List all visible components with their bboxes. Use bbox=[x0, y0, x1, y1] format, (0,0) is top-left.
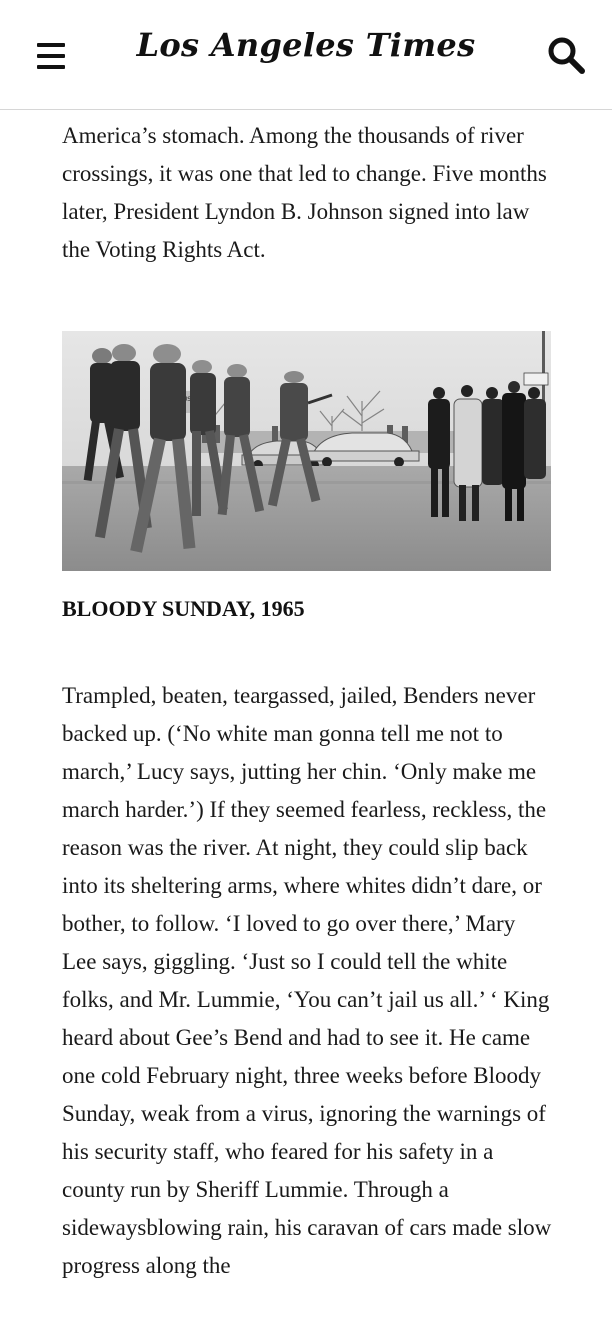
article-paragraph: Trampled, beaten, teargassed, jailed, Benders never backed up. (‘No white man gonna tell me not to march,’ Lucy says, jutting her chin. ‘Only make me march harder.’) If they seemed fearless, reckless, the reason was the river. At night, they could slip back into its sheltering arms, where whites didn’t dare, or bother, to follow. ‘I loved to go over there,’ Mary Lee says, giggling. ‘Just so I could tell the white folks, and Mr. Lummie, ‘You can’t jail us all.’ ‘ King heard about Gee’s Bend and had to see it. He came one cold February night, three weeks before Bloody Sunday, weak from a virus, ignoring the warnings of his security staff, who feared for his safety in a county run by Sheriff Lummie. Through a sidewaysblowing rain, his caravan of cars made slow progress along the bbox=[62, 683, 552, 1278]
article-photo bbox=[62, 331, 551, 571]
photo-caption: BLOODY SUNDAY, 1965 bbox=[62, 596, 305, 621]
search-icon[interactable] bbox=[546, 35, 586, 75]
photo-icon bbox=[62, 331, 551, 571]
viewport-bottom-edge bbox=[0, 1328, 612, 1332]
article-paragraph: America’s stomach. Among the thousands of river crossings, it was one that led to change. Five months later, President Lyndon B. Johnson signed into law the Voting Rights Act. bbox=[62, 123, 547, 262]
site-logo[interactable]: Los Angeles Times bbox=[136, 26, 476, 64]
site-header bbox=[0, 0, 612, 110]
